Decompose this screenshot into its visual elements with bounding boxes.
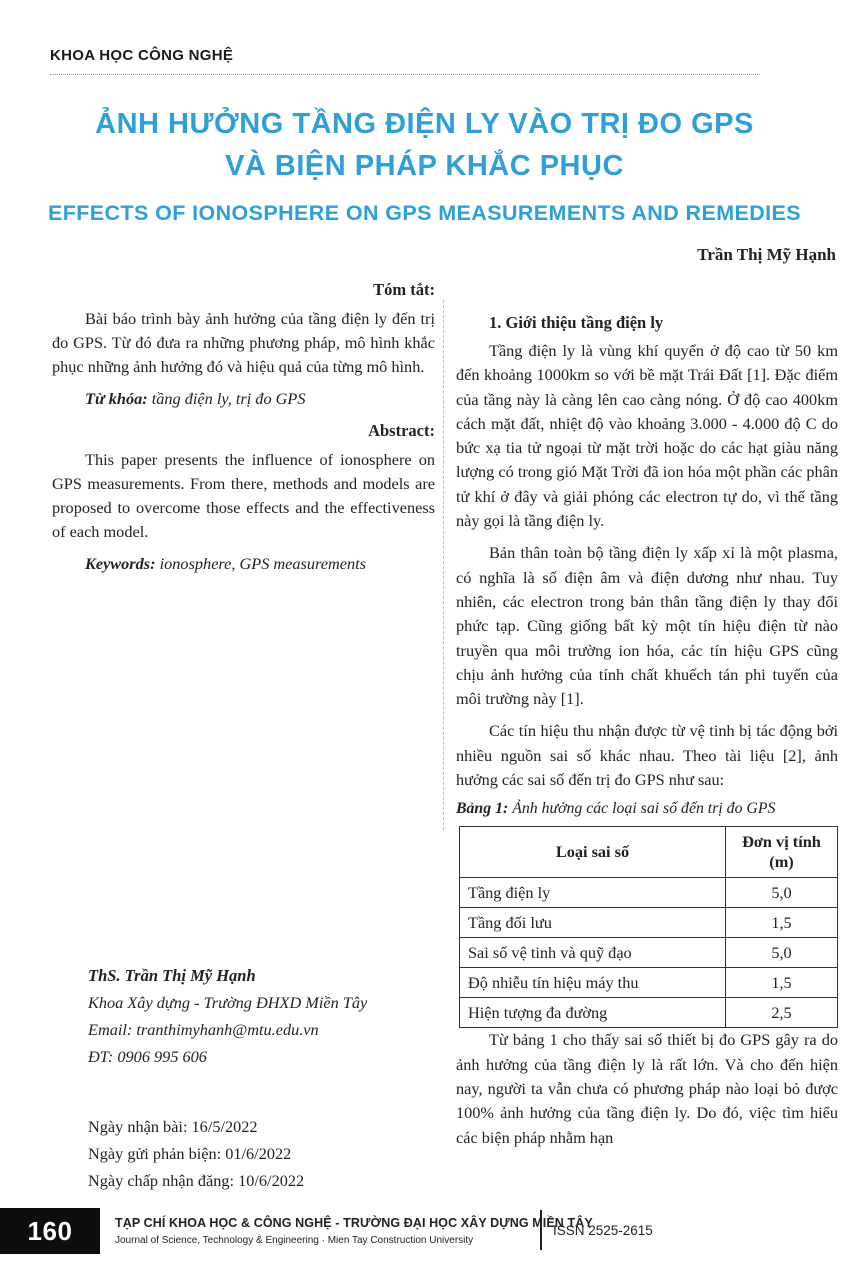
header-divider [50,74,760,75]
column-divider [443,300,444,830]
table-cell-error-type: Tầng điện ly [460,878,726,908]
journal-section-label: KHOA HỌC CÔNG NGHỆ [50,47,234,64]
table-row [460,998,838,1028]
table-row [460,968,838,998]
page-footer [0,1208,849,1258]
body-column [456,310,838,1158]
section-1-paragraph-1: Tầng điện ly là vùng khí quyển ở độ cao từ 50 km đến khoảng 1000km so với bề mặt Trái Đất [1]. Đặc điểm của tầng này là càng lên cao càng nóng. Ở độ cao 400km cách mặt đất, nhiệt độ vào khoảng 3.000 - 4.000 độ C do bức xạ tia tử ngoại từ mặt trời hoặc do các hạt giàu năng lượng có trong gió Mặt Trời đã ion hóa một phần các phân tử khí ở đây và giải phóng các electron tự do, vì thế tầng này gọi là tầng điện ly. [456,341,838,531]
date-received: Ngày nhận bài: 16/5/2022 [88,1117,258,1136]
abstract-vn-text: Bài báo trình bày ảnh hưởng của tầng điện ly đến trị đo GPS. Từ đó đưa ra những phương pháp, mô hình khắc phục những ảnh hưởng đó và hiệu quả của từng mô hình. [52,309,435,376]
table-cell-value: 5,0 [726,878,838,908]
author-phone: ĐT: 0906 995 606 [88,1047,207,1066]
section-1-paragraph-3: Các tín hiệu thu nhận được từ vệ tinh bị tác động bởi nhiều nguồn sai số khác nhau. Theo tài liệu [2], ảnh hưởng các sai số đến trị đo GPS như sau: [456,721,838,790]
footer-divider [540,1210,542,1250]
author-byline: Trần Thị Mỹ Hạnh [697,245,836,264]
table-1-caption-label: Bảng 1: [456,800,509,818]
error-sources-table [459,826,838,1028]
date-reviewed: Ngày gửi phản biện: 01/6/2022 [88,1144,292,1163]
table-cell-error-type: Hiện tượng đa đường [460,998,726,1028]
page-number: 160 [0,1208,100,1254]
table-header-error-type: Loại sai số [460,827,726,878]
table-cell-value: 1,5 [726,968,838,998]
table-header-unit: Đơn vị tính (m) [726,827,838,878]
table-cell-value: 2,5 [726,998,838,1028]
author-info [88,966,448,1074]
date-accepted: Ngày chấp nhận đăng: 10/6/2022 [88,1171,305,1190]
table-cell-value: 1,5 [726,908,838,938]
keywords-en-value: ionosphere, GPS measurements [159,554,366,573]
publication-dates [88,1117,448,1198]
table-row [460,878,838,908]
abstract-column [52,280,435,586]
table-row [460,938,838,968]
journal-name-en: Journal of Science, Technology & Engineering · Mien Tay Construction University [115,1235,474,1246]
table-1-caption [456,800,838,818]
section-1-heading: 1. Giới thiệu tầng điện ly [489,313,664,332]
author-affiliation: Khoa Xây dựng - Trường ĐHXD Miền Tây [88,993,368,1012]
abstract-en-text: This paper presents the influence of ionosphere on GPS measurements. From there, methods and models are proposed to overcome those effects and the effectiveness of each model. [52,450,435,541]
keywords-vn-label: Từ khóa: [85,389,148,408]
section-1-paragraph-2: Bản thân toàn bộ tầng điện ly xấp xỉ là một plasma, có nghĩa là số điện âm và điện dương như nhau. Tuy nhiên, các electron trong bản thân tầng điện ly thay đổi phức tạp. Cũng giống bất kỳ một tín hiệu điện từ nào truyền qua môi trường ion hóa, các tín hiệu GPS cũng chịu ảnh hưởng của tính chất khuếch tán phi tuyến của môi trường này [1]. [456,543,838,709]
table-cell-error-type: Độ nhiễu tín hiệu máy thu [460,968,726,998]
author-email: Email: tranthimyhanh@mtu.edu.vn [88,1020,319,1039]
keywords-en [52,552,435,576]
abstract-en-heading: Abstract: [368,421,435,440]
keywords-en-label: Keywords: [85,554,156,573]
table-cell-error-type: Sai số vệ tinh và quỹ đạo [460,938,726,968]
table-header-row [460,827,838,878]
table-row [460,908,838,938]
table-1-caption-text: Ảnh hưởng các loại sai số đến trị đo GPS [512,800,776,818]
journal-name-vn: TẠP CHÍ KHOA HỌC & CÔNG NGHỆ - TRƯỜNG ĐẠI HỌC XÂY DỰNG MIỀN TÂY [115,1216,593,1230]
keywords-vn-value: tầng điện ly, trị đo GPS [151,389,306,408]
author-name: ThS. Trần Thị Mỹ Hạnh [88,966,256,985]
title-english: EFFECTS OF IONOSPHERE ON GPS MEASUREMENTS AND REMEDIES [47,201,802,225]
table-cell-error-type: Tầng đối lưu [460,908,726,938]
title-vietnamese-line-2: VÀ BIỆN PHÁP KHẮC PHỤC [225,150,624,182]
title-vietnamese-line-1: ẢNH HƯỞNG TẦNG ĐIỆN LY VÀO TRỊ ĐO GPS [95,108,754,140]
issn: ISSN 2525-2615 [553,1223,653,1238]
abstract-vn-heading: Tóm tắt: [373,280,435,299]
table-cell-value: 5,0 [726,938,838,968]
keywords-vn [52,387,435,411]
section-1-paragraph-4: Từ bảng 1 cho thấy sai số thiết bị đo GPS gây ra do ảnh hưởng của tầng điện ly là rất lớn. Và cho đến hiện nay, người ta vẫn chưa có phương pháp nào loại bỏ được 100% ảnh hưởng của tầng điện ly. Do đó, việc tìm hiểu các biện pháp nhằm hạn [456,1030,838,1147]
